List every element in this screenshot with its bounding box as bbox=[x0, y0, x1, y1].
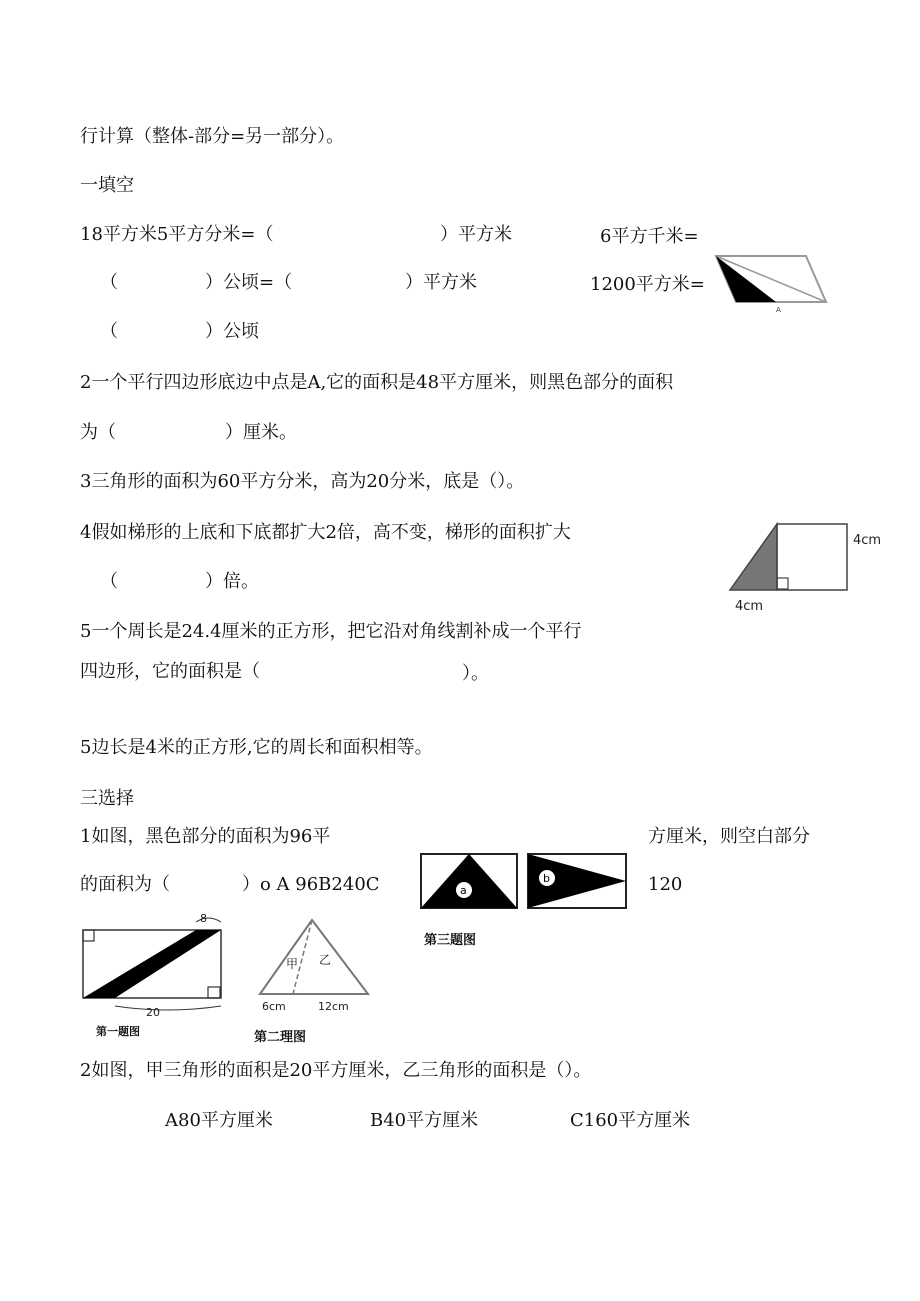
q5-line2-start: 四边形，它的面积是（ bbox=[80, 661, 260, 682]
q1-line1-start: 18平方米5平方分米=（ bbox=[80, 224, 274, 245]
c2-option-b: B40平方厘米 bbox=[370, 1110, 479, 1131]
q1-line2-sqm: 1200平方米= bbox=[590, 274, 705, 295]
q1-line1-km: 6平方千米= bbox=[600, 226, 699, 247]
q4-line1: 4假如梯形的上底和下底都扩大2倍，高不变，梯形的面积扩大 bbox=[80, 522, 571, 543]
figure-two-label-yi: 乙 bbox=[319, 953, 332, 967]
figure-two-label-jia: 甲 bbox=[286, 957, 299, 971]
q4-line2-end: ）倍。 bbox=[205, 571, 259, 592]
figure-two-base-right: 12cm bbox=[318, 1000, 349, 1013]
q2-line1: 2一个平行四边形底边中点是A,它的面积是48平方厘米，则黑色部分的面积 bbox=[80, 372, 674, 393]
c1-line1-end: 方厘米，则空白部分 bbox=[648, 826, 810, 847]
c1-line1-start: 1如图，黑色部分的面积为96平 bbox=[80, 826, 331, 847]
c1-line2-option-c: 120 bbox=[648, 874, 683, 895]
q1-line2-unit: ）平方米 bbox=[405, 272, 477, 293]
trapezoid-side-label: 4cm bbox=[853, 533, 882, 548]
q1-line2-hectare: ）公顷=（ bbox=[205, 272, 293, 293]
q1-line2-open: （ bbox=[100, 272, 118, 293]
figure-two bbox=[256, 916, 374, 1016]
q1-line1-unit: ）平方米 bbox=[440, 224, 512, 245]
q5-line2-end: ）。 bbox=[462, 663, 489, 684]
figure-three-caption: 第三题图 bbox=[424, 933, 477, 948]
figure-one-top-label: 8 bbox=[200, 912, 207, 925]
q5b-text: 5边长是4米的正方形,它的周长和面积相等。 bbox=[80, 737, 433, 758]
figure-one-caption: 第一题图 bbox=[96, 1025, 140, 1038]
q1-line3-open: （ bbox=[100, 321, 118, 342]
trapezoid-bottom-label: 4cm bbox=[735, 599, 764, 614]
section-fill-blank-heading: 一填空 bbox=[80, 175, 134, 196]
q5-line1: 5一个周长是24.4厘米的正方形，把它沿对角线割补成一个平行 bbox=[80, 621, 582, 642]
c1-line2-start: 的面积为（ bbox=[80, 874, 170, 895]
figure-three bbox=[418, 850, 632, 912]
section-choice-heading: 三选择 bbox=[80, 788, 134, 809]
parallelogram-label-a: A bbox=[776, 306, 781, 314]
figure-two-base-left: 6cm bbox=[262, 1000, 286, 1013]
figure-three-label-b: b bbox=[543, 872, 550, 885]
c2-option-c: C160平方厘米 bbox=[570, 1110, 691, 1131]
q2-line2-end: ）厘米。 bbox=[225, 422, 297, 443]
c2-option-a: A80平方厘米 bbox=[165, 1110, 273, 1131]
parallelogram-figure bbox=[712, 248, 832, 316]
intro-text: 行计算（整体-部分=另一部分）。 bbox=[80, 126, 345, 147]
figure-one bbox=[80, 910, 230, 1020]
c2-question: 2如图，甲三角形的面积是20平方厘米，乙三角形的面积是（）。 bbox=[80, 1060, 592, 1081]
q3-text: 3三角形的面积为60平方分米，高为20分米，底是（）。 bbox=[80, 471, 525, 492]
figure-one-bottom-label: 20 bbox=[146, 1006, 160, 1019]
c1-line2-options: ）o A 96B240C bbox=[242, 874, 380, 895]
trapezoid-figure bbox=[725, 518, 895, 618]
q1-line3-hectare: ）公顷 bbox=[205, 321, 259, 342]
q2-line2-start: 为（ bbox=[80, 422, 116, 443]
q4-line2-open: （ bbox=[100, 571, 118, 592]
figure-two-caption: 第二理图 bbox=[254, 1030, 307, 1045]
figure-three-label-a: a bbox=[460, 884, 467, 897]
